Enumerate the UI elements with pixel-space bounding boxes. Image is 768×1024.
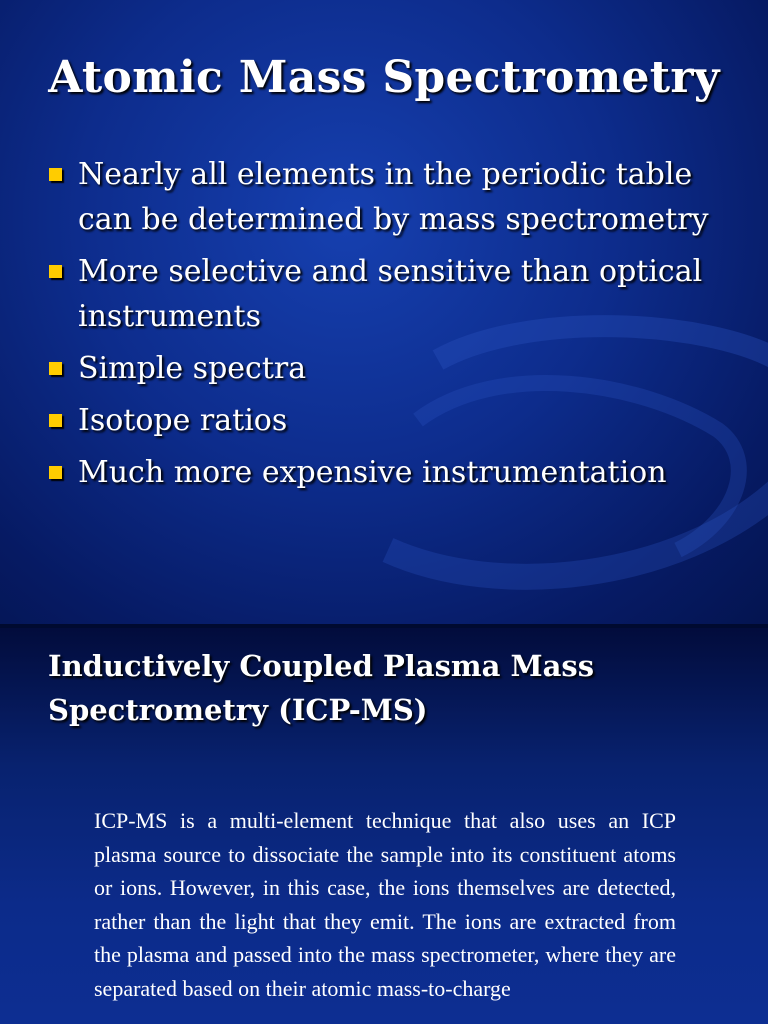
bullet-item bbox=[44, 249, 744, 339]
bullet-list bbox=[44, 152, 744, 502]
slide-title: Inductively Coupled Plasma Mass Spectrometry (ICP-MS) bbox=[48, 649, 595, 727]
slide-icp-ms bbox=[0, 628, 768, 1024]
bullet-item bbox=[44, 152, 744, 242]
bullet-text: Isotope ratios bbox=[78, 403, 288, 438]
bullet-text: Much more expensive instrumentation bbox=[78, 455, 667, 490]
bullet-item bbox=[44, 346, 744, 391]
bullet-item bbox=[44, 450, 744, 495]
bullet-square-icon bbox=[49, 168, 62, 181]
bullet-item bbox=[44, 398, 744, 443]
bullet-text: More selective and sensitive than optical instruments bbox=[78, 254, 703, 334]
slide-body-text: ICP-MS is a multi-element technique that also uses an ICP plasma source to dissociate the sample into its constituent atoms or ions. However, in this case, the ions themselves are detected, rather than the light that they emit. The ions are extracted from the plasma and passed into the mass spectrometer, where they are separated based on their atomic mass-to-charge bbox=[94, 808, 676, 1001]
bullet-text: Nearly all elements in the periodic table can be determined by mass spectrometry bbox=[78, 157, 709, 237]
bullet-square-icon bbox=[49, 466, 62, 479]
bullet-text: Simple spectra bbox=[78, 351, 307, 386]
slide-title: Atomic Mass Spectrometry bbox=[48, 52, 720, 103]
bullet-square-icon bbox=[49, 265, 62, 278]
bullet-square-icon bbox=[49, 362, 62, 375]
bullet-square-icon bbox=[49, 414, 62, 427]
